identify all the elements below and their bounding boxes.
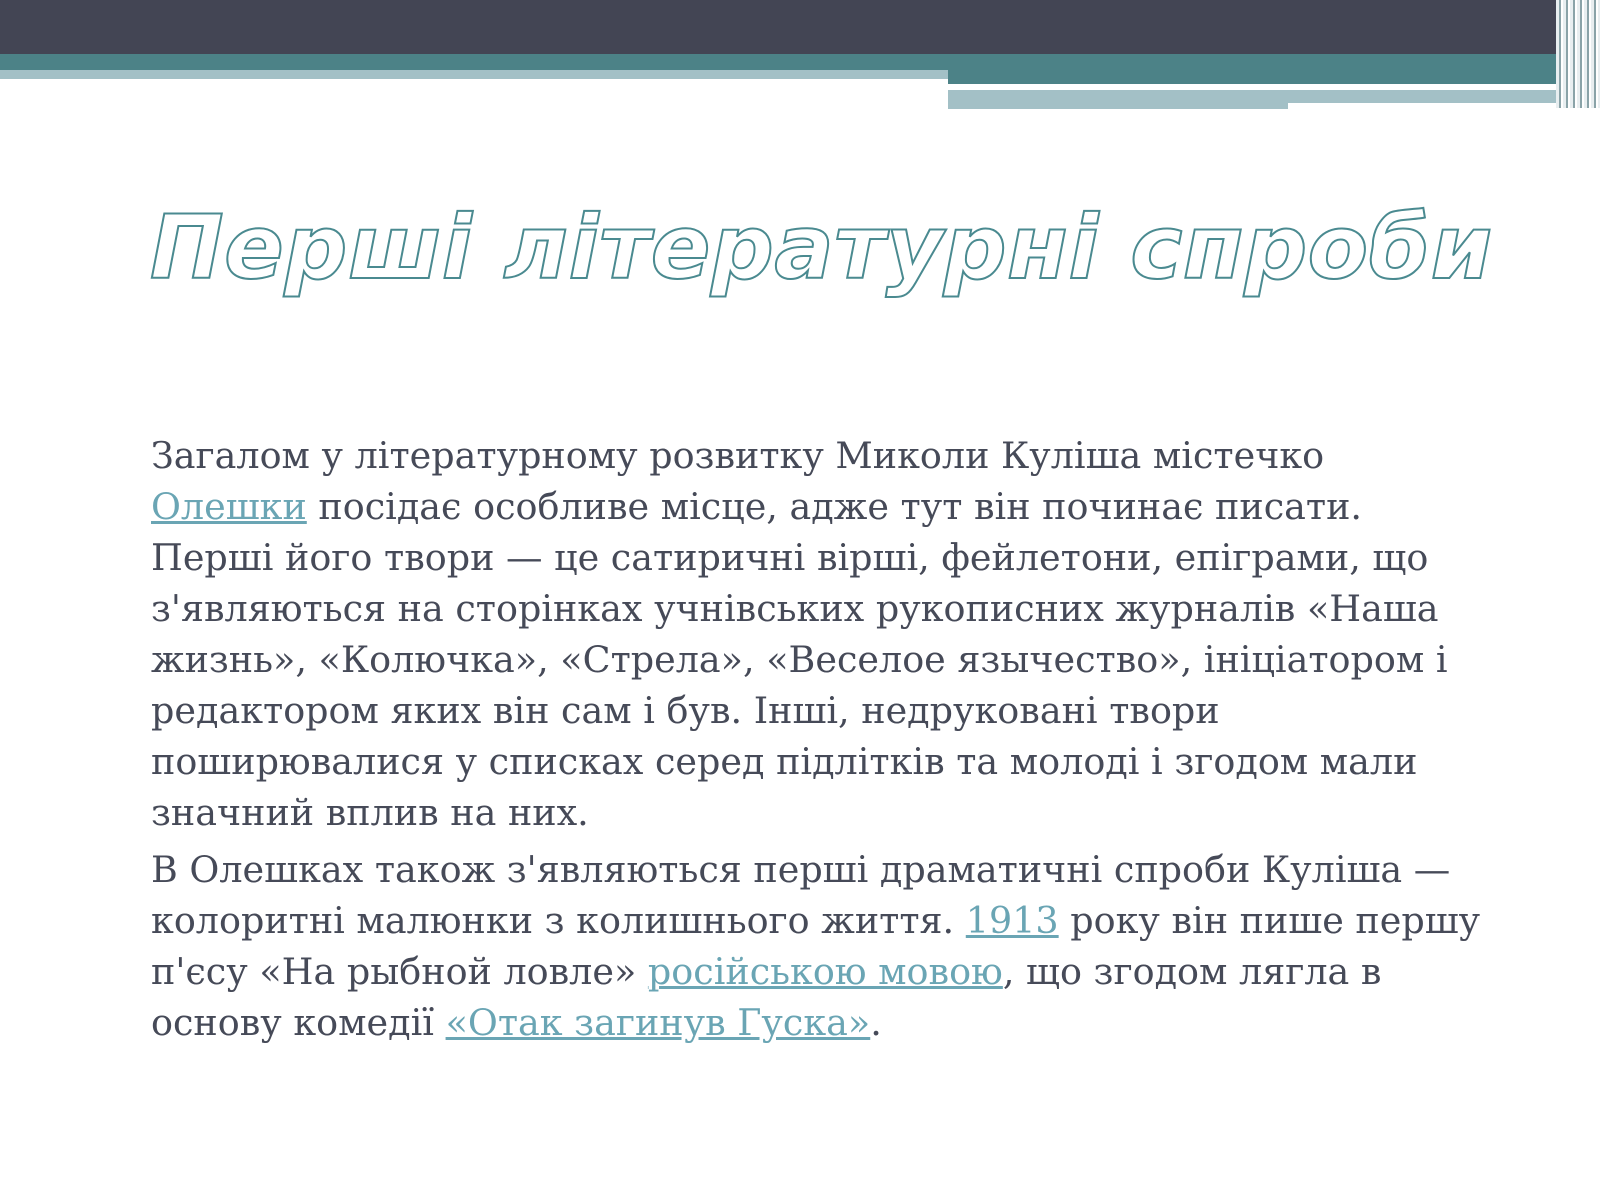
- paragraph-2: [151, 844, 1481, 1048]
- header-band-teal: [0, 54, 1600, 70]
- header-band-teal-right: [948, 70, 1600, 84]
- link-1913[interactable]: 1913: [965, 899, 1059, 942]
- slide-title: Перші літературні спроби: [150, 196, 1493, 299]
- link-russian-language[interactable]: російською мовою: [647, 950, 1003, 993]
- slide-body: [151, 430, 1481, 1054]
- header-band-dark: [0, 0, 1600, 54]
- paragraph-2-text-c: , що згодом лягла в основу комедії: [151, 950, 1382, 1044]
- paragraph-1-text-a: Загалом у літературному розвитку Миколи Куліша містечко: [151, 434, 1325, 477]
- header-band-light-right-lower: [948, 103, 1288, 109]
- link-comedy-huska[interactable]: «Отак загинув Гуска»: [445, 1001, 871, 1044]
- header-band-light-right: [948, 90, 1600, 103]
- paragraph-2-text-a: В Олешках також з'являються перші драматичні спроби Куліша — колоритні малюнки з колишнього життя.: [151, 848, 1451, 942]
- header-band-light-left: [0, 70, 948, 79]
- header-band-divider: [948, 84, 1478, 88]
- paragraph-2-text-d: .: [870, 1001, 882, 1044]
- link-oleshky[interactable]: Олешки: [151, 485, 307, 528]
- header-stripes-decoration: [1556, 0, 1600, 108]
- paragraph-1-text-b: посідає особливе місце, адже тут він починає писати. Перші його твори — це сатиричні вірші, фейлетони, епіграми, що з'являються на сторінках учнівських рукописних журналів «Наша жизнь», «Колючка», «Стрела», «Веселое язычество», ініціатором і редактором яких він сам і був. Інші, недруковані твори поширювалися у списках серед підлітків та молоді і згодом мали значний вплив на них.: [151, 485, 1448, 834]
- paragraph-2-text-b: року він пише першу п'єсу «На рыбной ловле»: [151, 899, 1481, 993]
- paragraph-1: [151, 430, 1481, 838]
